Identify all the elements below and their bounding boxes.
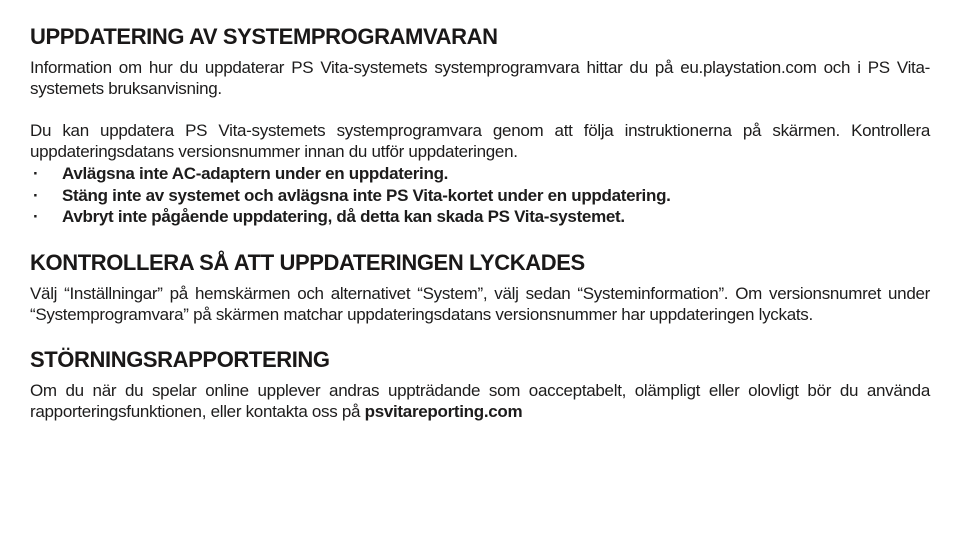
paragraph-update-instructions: Du kan uppdatera PS Vita-systemets systemprogramvara genom att följa instruktionerna på skärmen. Kontrollera uppdateringsdatans versionsnummer innan du utför uppdateringen.	[30, 121, 930, 162]
section-heading-verify-update: KONTROLLERA SÅ ATT UPPDATERINGEN LYCKADES	[30, 249, 585, 275]
list-item	[30, 185, 930, 207]
paragraph-reporting-info	[30, 380, 930, 422]
section-heading-system-software-update: UPPDATERING AV SYSTEMPROGRAMVARAN	[30, 24, 498, 49]
update-warning-list	[30, 163, 930, 228]
section-heading-grief-reporting: STÖRNINGSRAPPORTERING	[30, 346, 330, 372]
paragraph-verify-instructions: Välj “Inställningar” på hemskärmen och alternativet “System”, välj sedan “Systeminformation”. Om versionsnumret under “Systemprogramvara” på skärmen matchar uppdateringsdatans versionsnummer har uppdateringen lyckats.	[30, 283, 930, 324]
list-item-text: Stäng inte av systemet och avlägsna inte PS Vita-kortet under en uppdatering.	[62, 185, 671, 205]
list-item	[30, 206, 930, 228]
reporting-url-text: psvitareporting.com	[364, 402, 523, 422]
list-item	[30, 163, 930, 185]
bullet-icon: ·	[33, 185, 39, 205]
paragraph-reporting-text: Om du när du spelar online upplever andras uppträdande som oacceptabelt, olämpligt eller olovligt bör du använda rapporteringsfunktionen, eller kontakta oss på	[30, 381, 930, 422]
paragraph-update-info: Information om hur du uppdaterar PS Vita-systemets systemprogramvara hittar du på eu.playstation.com och i PS Vita-systemets bruksanvisning.	[30, 58, 930, 99]
list-item-text: Avlägsna inte AC-adaptern under en uppdatering.	[62, 164, 449, 184]
bullet-icon: ·	[33, 207, 39, 227]
list-item-text: Avbryt inte pågående uppdatering, då detta kan skada PS Vita-systemet.	[62, 207, 625, 227]
bullet-icon: ·	[33, 164, 39, 184]
